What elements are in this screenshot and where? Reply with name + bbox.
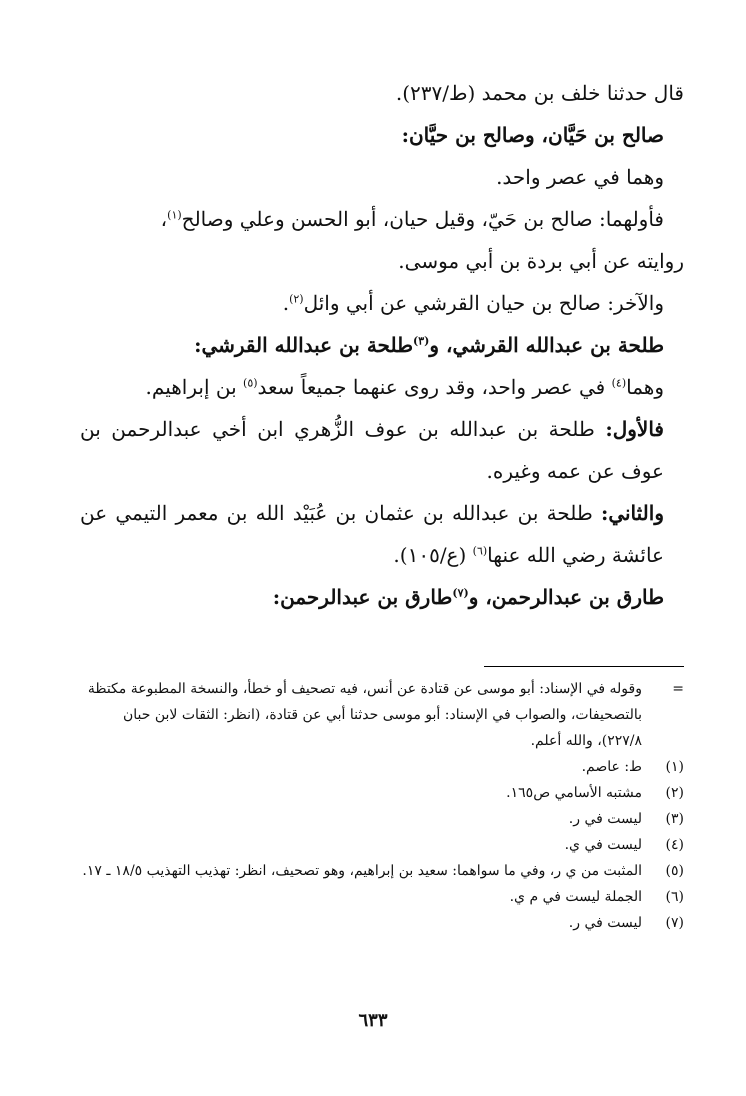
footnotes <box>78 676 684 936</box>
main-text <box>80 72 684 618</box>
footnote-number: (٧) <box>665 915 684 931</box>
paragraph-second-talha: والثاني: طلحة بن عبدالله بن عثمان بن عُبَيْد الله بن معمر التيمي عن عائشة رضي الله عنها$^{(٦)}$ (ع/١٠٥). <box>80 501 664 567</box>
footnote-text: ط: عاصم. <box>581 759 642 775</box>
footnote-item <box>78 884 684 910</box>
footnote-text: المثبت من ي ر، وفي ما سواهما: سعيد بن إبراهيم، وهو تصحيف، انظر: تهذيب التهذيب ١٨/٥ ـ ١٧. <box>82 863 642 879</box>
footnote-number: (٢) <box>665 785 684 801</box>
footnote-item <box>78 832 684 858</box>
paragraph-second-saleh: والآخر: صالح بن حيان القرشي عن أبي وائل$^{(٢)}$. <box>282 291 664 315</box>
footnote-number: (٤) <box>665 837 684 853</box>
footnote-item <box>78 910 684 936</box>
footnote-ref-4[interactable]: (٤) <box>611 376 627 390</box>
footnote-ref-6[interactable]: (٦) <box>472 544 488 558</box>
footnote-number: (٥) <box>665 863 684 879</box>
paragraph-first-saleh: فأولهما: صالح بن حَيّ، وقيل حيان، أبو الحسن وعلي وصالح$^{(١)}$، <box>160 207 664 231</box>
footnote-text: الجملة ليست في م ي. <box>509 889 642 905</box>
footnote-text: ليست في ر. <box>568 811 642 827</box>
footnote-ref-5[interactable]: (٥) <box>243 376 258 390</box>
footnote-item <box>78 806 684 832</box>
page-number: ٦٣٣ <box>358 1010 388 1031</box>
paragraph-talha-era: وهما$^{(٤)}$ في عصر واحد، وقد روى عنهما جميعاً سعد$^{(٥)}$ بن إبراهيم. <box>145 375 664 399</box>
opening-line: قال حدثنا خلف بن محمد (ط/٢٣٧). <box>395 81 684 105</box>
footnote-separator <box>484 666 684 667</box>
footnote-text: مشتبه الأسامي ص١٦٥. <box>506 785 642 801</box>
footnote-item <box>78 754 684 780</box>
footnote-item <box>78 780 684 806</box>
footnote-text: ليست في ر. <box>568 915 642 931</box>
footnote-ref-2[interactable]: (٢) <box>289 292 304 306</box>
paragraph-first-talha: فالأول: طلحة بن عبدالله بن عوف الزُّهري ابن أخي عبدالرحمن بن عوف عن عمه وغيره. <box>80 417 664 483</box>
footnote-ref-7[interactable]: (٧) <box>452 586 469 600</box>
entry-heading-talha: طلحة بن عبدالله القرشي، و$^{(٣)}$طلحة بن عبدالله القرشي: <box>194 333 664 357</box>
footnote-item <box>78 858 684 884</box>
footnote-item <box>78 676 684 754</box>
paragraph-first-saleh-cont: روايته عن أبي بردة بن أبي موسى. <box>398 249 684 273</box>
footnote-number: (٦) <box>665 889 684 905</box>
footnote-ref-1[interactable]: (١) <box>167 208 182 222</box>
entry-heading-tariq: طارق بن عبدالرحمن، و$^{(٧)}$طارق بن عبدالرحمن: <box>272 585 664 609</box>
footnote-text: وقوله في الإسناد: أبو موسى عن قتادة عن أنس، فيه تصحيف أو خطأ، والنسخة المطبوعة مكتظة بالتصحيفات، والصواب في الإسناد: أبو موسى حدثنا أبي عن قتادة، (انظر: الثقات لابن حبان ٢٢٧/٨)، والله أعلم. <box>87 681 642 749</box>
entry-heading-saleh: صالح بن حَيَّان، وصالح بن حيَّان: <box>401 123 664 147</box>
footnote-ref-3[interactable]: (٣) <box>413 334 430 348</box>
footnote-number: (١) <box>665 759 684 775</box>
footnote-text: ليست في ي. <box>564 837 642 853</box>
footnote-number: = <box>672 681 684 697</box>
footnote-number: (٣) <box>665 811 684 827</box>
paragraph-same-era: وهما في عصر واحد. <box>496 165 664 189</box>
